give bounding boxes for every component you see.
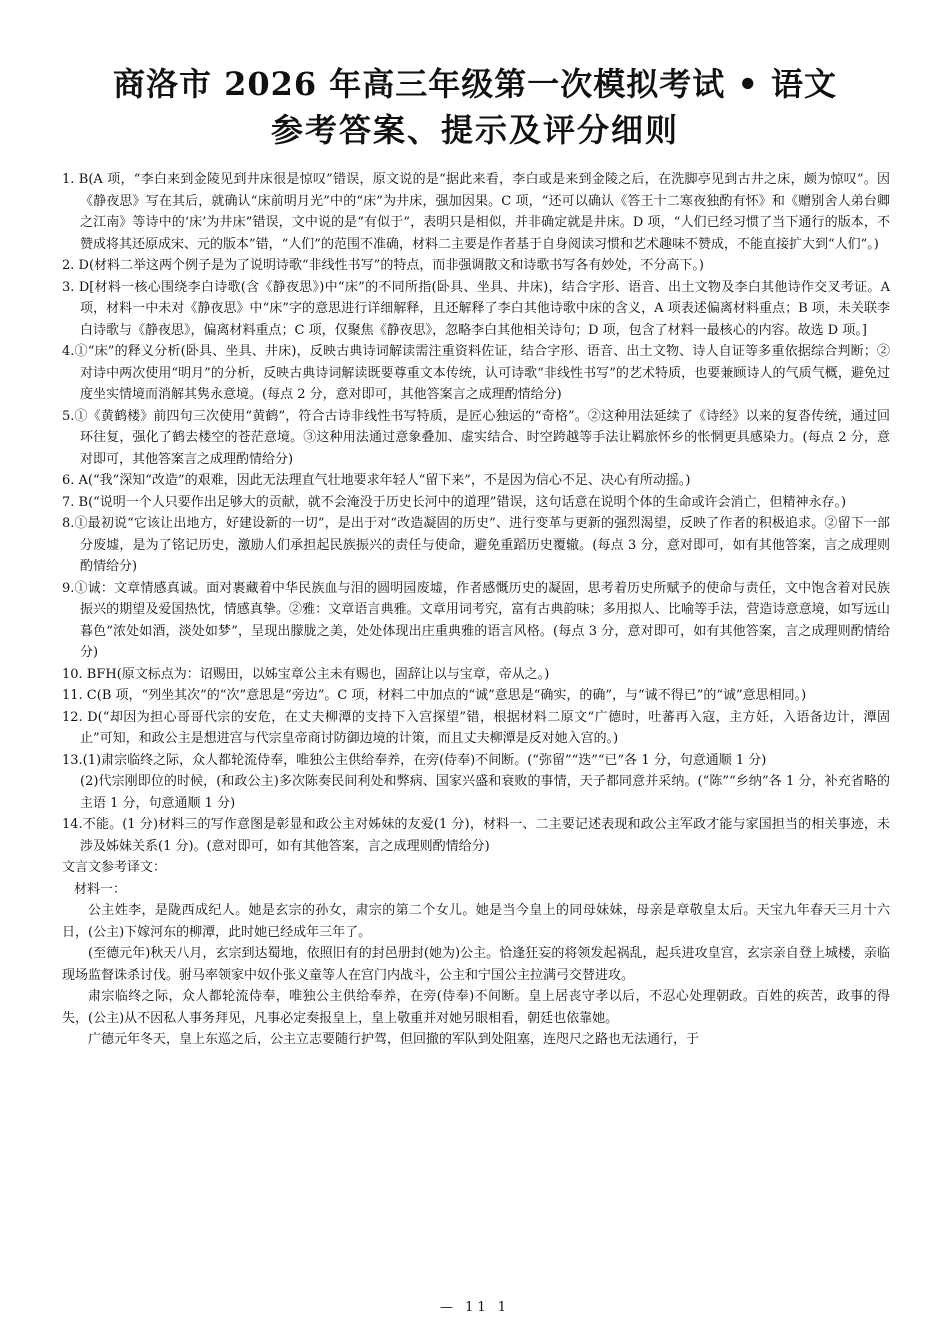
translation-paragraph: 公主姓李，是陇西成纪人。她是玄宗的孙女，肃宗的第二个女儿。她是当今皇上的同母妹妹，母亲是章敬皇太后。天宝九年春天三月十六日，(公主)下嫁河东的柳潭，此时她已经成年三年了。 <box>62 903 890 940</box>
answer-11: 11. C(B 项，“列坐其次”的“次”意思是“旁边”。C 项，材料二中加点的“诚”意思是“确实，的确”，与“诚不得已”的“诚”意思相同。) <box>62 688 807 703</box>
translation-paragraph: 广德元年冬天，皇上东巡之后，公主立志要随行护驾，但回撤的军队到处阻塞，连咫尺之路也无法通行，于 <box>88 1032 700 1047</box>
answer-6: 6. A(“我”深知“改造”的艰难，因此无法理直气壮地要求年轻人“留下来”，不是因为信心不足、决心有所动摇。) <box>62 473 691 488</box>
answer-3: 3. D[材料一核心围绕李白诗歌(含《静夜思》)中“床”的不同所指(卧具、坐具、井床)，结合字形、语音、出土文物及李白其他诗作交叉考证。A 项，材料一中未对《静夜思》中“床”字的意思进行详细解释，且还解释了李白其他诗歌中床的含义，A 项表述偏离材料重点；B 项，未关联李白诗歌与《静夜思》，偏离材料重点；C 项，仅聚焦《静夜思》，忽略李白其他相关诗句；D 项，包含了材料一最核心的内容。故选 D 项。] <box>62 279 890 338</box>
answer-1: 1. B(A 项，“李白来到金陵见到井床很是惊叹”错误，原文说的是“据此来看，李白或是来到金陵之后，在洗脚亭见到古井之床，颇为惊叹”。因《静夜思》写在其后，就确认“床前明月光”中的“床”为井床，强加因果。C 项，“还可以确认《答王十二寒夜独酌有怀》和《赠别舍人弟台卿之江南》等诗中的‘床’为井床”错误，文中说的是“有似于”，表明只是相似，并非确定就是井床。D 项，“人们已经习惯了当下通行的版本，不赞成将其还原成宋、元的版本”错，“人们”的范围不准确，材料二主要是作者基于自身阅读习惯和艺术趣味不赞成，不能直接扩大到“人们”。) <box>62 172 890 252</box>
document-subtitle: 参考答案、提示及评分细则 <box>270 111 679 149</box>
translation-material-label: 材料一： <box>74 881 127 897</box>
answer-12: 12. D(“却因为担心哥哥代宗的安危，在丈夫柳潭的支持下入宫探望”错，根据材料二原文“广德时，吐蕃再入寇，主方妊，入语备边计，潭固止”可知，和政公主是想进宫与代宗皇帝商讨防御边境的计策，而且丈夫柳潭是反对她入宫的。) <box>62 709 890 746</box>
answer-body <box>62 169 890 1051</box>
answer-7: 7. B(“说明一个人只要作出足够大的贡献，就不会淹没于历史长河中的道理”错误，这句话意在说明个体的生命或许会消亡，但精神永存。) <box>62 494 847 510</box>
document-title: 商洛市 2026 年高三年级第一次模拟考试 • 语文 <box>112 65 838 103</box>
translation-paragraph: (至德元年)秋天八月，玄宗到达蜀地，依照旧有的封邑册封(她为)公主。恰逢狂妄的将领发起祸乱，起兵进攻皇宫，玄宗亲自登上城楼，亲临现场监督诛杀讨伐。驸马率领家中奴仆张义童等人在宫门内战斗，公主和宁国公主拉满弓交替进攻。 <box>62 946 890 983</box>
answer-9: 9.①诚：文章情感真诚。面对裹藏着中华民族血与泪的圆明园废墟，作者感慨历史的凝固，思考着历史所赋予的使命与责任，文中饱含着对民族振兴的期望及爱国热忱，情感真挚。②雅：文章语言典雅。文章用词考究，富有古典韵味；多用拟人、比喻等手法，营造诗意意境，如写远山暮色“浓处如酒，淡处如梦”，呈现出朦胧之美，处处体现出庄重典雅的语言风格。(每点 3 分，意对即可，如有其他答案，言之成理则酌情给分) <box>62 580 890 660</box>
page-number: — 11 1 <box>439 1300 511 1315</box>
answer-4: 4.①“床”的释义分析(卧具、坐具、井床)，反映古典诗词解读需注重资料佐证，结合字形、语音、出土文物、诗人自证等多重依据综合判断；②对诗中两次使用“明月”的分析，反映古典诗词解读既要尊重文本传统，认可诗歌“非线性书写”的艺术特质，也要兼顾诗人的气质气概，避免过度坐实情境而消解其隽永意境。(每点 2 分，意对即可，其他答案言之成理酌情给分) <box>62 344 890 402</box>
answer-10: 10. BFH(原文标点为：诏赐田，以姊宝章公主未有赐也，固辞让以与宝章，帝从之。) <box>62 666 550 682</box>
answer-14: 14.不能。(1 分)材料三的写作意图是彰显和政公主对姊妹的友爱(1 分)，材料一、二主要记述表现和政公主军政才能与家国担当的相关事迹，未涉及姊妹关系(1 分)。(意对即可，如有其他答案，言之成理则酌情给分) <box>62 817 890 854</box>
answer-2: 2. D(材料二举这两个例子是为了说明诗歌“非线性书写”的特点，而非强调散文和诗歌书写各有妙处，不分高下。) <box>62 258 704 273</box>
translation-paragraph: 肃宗临终之际，众人都轮流侍奉，唯独公主供给奉养，在旁(侍奉)不间断。皇上居丧守孝以后，不忍心处理朝政。百姓的疾苦，政事的得失，(公主)从不因私人事务拜见，凡事必定奏报皇上，皇上敬重并对她另眼相看，朝廷也依靠她。 <box>62 989 890 1026</box>
answer-13-part1: 13.(1)肃宗临终之际，众人都轮流侍奉，唯独公主供给奉养，在旁(侍奉)不间断。(“弥留”“迭”“已”各 1 分，句意通顺 1 分) <box>62 752 767 768</box>
answer-5: 5.①《黄鹤楼》前四句三次使用“黄鹤”，符合古诗非线性书写特质，是匠心独运的“奇格”。②这种用法延续了《诗经》以来的复沓传统，通过回环往复，强化了鹤去楼空的苍茫意境。③这种用法通过意象叠加、虚实结合、时空跨越等手法让羁旅怀乡的怅惘更具感染力。(每点 2 分，意对即可，其他答案言之成理酌情给分) <box>62 408 890 467</box>
answer-8: 8.①最初说“它该让出地方，好建设新的一切”，是出于对“改造凝固的历史”、进行变革与更新的强烈渴望，反映了作者的积极追求。②留下一部分废墟，是为了铭记历史，激励人们承担起民族振兴的责任与使命，避免重蹈历史覆辙。(每点 3 分，意对即可，如有其他答案，言之成理则酌情给分) <box>62 516 890 574</box>
answer-13-part2: (2)代宗刚即位的时候，(和政公主)多次陈奏民间利处和弊病、国家兴盛和衰败的事情，天子都同意并采纳。(“陈”“乡纳”各 1 分，补充省略的主语 1 分，句意通顺 1 分) <box>80 774 890 811</box>
translation-heading: 文言文参考译文： <box>62 860 167 875</box>
